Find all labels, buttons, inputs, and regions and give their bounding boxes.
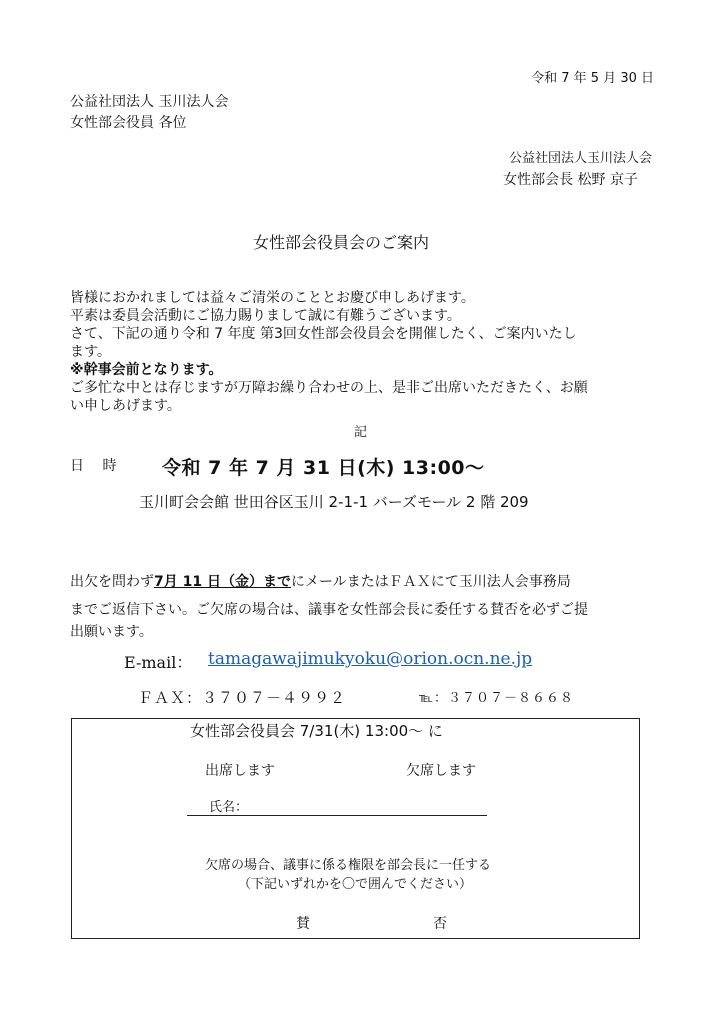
name-label: 氏名： xyxy=(209,800,249,815)
body-line-2: 平素は委員会活動にご協力賜りまして誠に有難うございます。 xyxy=(70,308,461,324)
email-link[interactable]: tamagawajimukyoku@orion.ocn.ne.jp xyxy=(208,649,533,669)
name-signature-line[interactable] xyxy=(187,815,487,816)
sender-person: 女性部会長 松野 京子 xyxy=(503,172,638,188)
tel-number: ℡：３７０７－８６６８ xyxy=(419,691,574,706)
meeting-label: 日 時 xyxy=(70,458,117,474)
document-date: 令和 7 年 5 月 30 日 xyxy=(531,71,654,86)
form-note-2: （下記いずれかを〇で囲んでください） xyxy=(238,877,473,892)
recipient-org: 公益社団法人 玉川法人会 xyxy=(70,94,229,110)
ki-marker: 記 xyxy=(354,425,368,440)
reply-form-box xyxy=(71,718,640,939)
fax-number: ＦＡＸ：３７０７－４９９２ xyxy=(138,689,347,707)
form-note-1: 欠席の場合、議事に係る権限を部会長に一任する xyxy=(205,858,492,873)
body-line-1: 皆様におかれましては益々ご清栄のこととお慶び申しあげます。 xyxy=(70,290,475,306)
absent-option[interactable]: 欠席します xyxy=(406,763,476,779)
body-line-3: さて、下記の通り令和 7 年度 第3回女性部会役員会を開催したく、ご案内いたし xyxy=(70,326,577,342)
body-line-5-notice: ※幹事会前となります。 xyxy=(70,362,223,378)
agree-option[interactable]: 賛 xyxy=(296,916,310,932)
attend-option[interactable]: 出席します xyxy=(205,763,275,779)
meeting-datetime: 令和 7 年 7 月 31 日(木) 13:00〜 xyxy=(162,457,485,479)
email-label: E-mail： xyxy=(124,653,193,672)
reply-post: にメールまたはＦＡＸにて玉川法人会事務局 xyxy=(290,574,571,590)
sender-org: 公益社団法人玉川法人会 xyxy=(508,151,652,166)
recipient-members: 女性部会役員 各位 xyxy=(70,115,187,131)
reply-deadline: 7月 11 日（金）まで xyxy=(154,574,291,590)
disagree-option[interactable]: 否 xyxy=(433,916,447,932)
document-title: 女性部会役員会のご案内 xyxy=(253,233,430,252)
reply-pre: 出欠を問わず xyxy=(70,574,154,590)
body-line-4: ます。 xyxy=(70,344,111,360)
body-line-6: ご多忙な中とは存じますが万障お繰り合わせの上、是非ご出席いただきたく、お願 xyxy=(70,380,588,396)
reply-line-2: までご返信下さい。ご欠席の場合は、議事を女性部会長に委任する賛否を必ずご提 xyxy=(70,602,588,618)
meeting-venue: 玉川町会会館 世田谷区玉川 2-1-1 バーズモール 2 階 209 xyxy=(139,493,529,511)
reply-line-3: 出願います。 xyxy=(70,624,153,640)
body-line-7: い申しあげます。 xyxy=(70,398,181,414)
reply-line-1 xyxy=(70,573,571,591)
form-heading: 女性部会役員会 7/31(木) 13:00〜 に xyxy=(190,722,443,740)
